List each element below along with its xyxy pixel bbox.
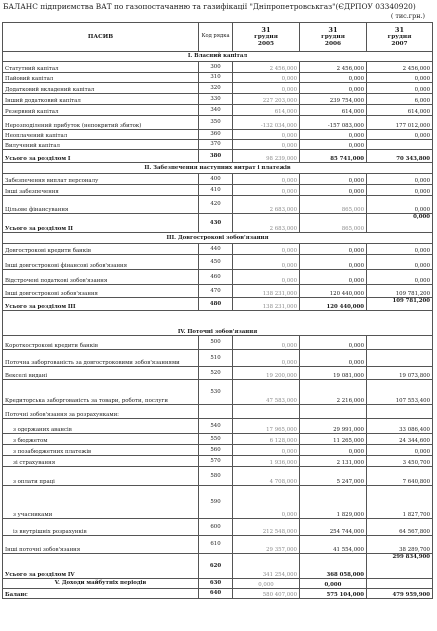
row-label: з позабюджетних платежів xyxy=(3,445,199,456)
value-2006: 0,000 xyxy=(300,579,367,589)
table-row xyxy=(3,456,433,467)
row-label: з одержаних авансів xyxy=(3,419,199,434)
value-2005: 227 203,000 xyxy=(233,94,300,105)
table-row xyxy=(3,536,433,554)
value-2006: 0,000 xyxy=(300,130,367,140)
row-label: зі страхування xyxy=(3,456,199,467)
row-label: Поточні зобов'язання за розрахунками: xyxy=(3,405,199,419)
value-2007: 0,000 xyxy=(367,174,433,185)
table-row xyxy=(3,405,433,419)
row-label: Баланс xyxy=(3,589,199,599)
section-row xyxy=(3,311,433,336)
value-2007: 107 553,400 xyxy=(367,380,433,405)
table-row xyxy=(3,244,433,255)
row-label: Статутний капітал xyxy=(3,62,199,73)
row-label: з учасниками xyxy=(3,486,199,519)
value-2005: 2 683,000 xyxy=(233,196,300,214)
row-code: 470 xyxy=(199,285,233,298)
value-2006: 0,000 xyxy=(300,255,367,270)
section-row xyxy=(3,52,433,62)
value-2007: 6,000 xyxy=(367,94,433,105)
value-2006: 19 081,000 xyxy=(300,367,367,380)
value-2005: 0,000 xyxy=(233,244,300,255)
value-2007: 38 289,700 xyxy=(367,536,433,554)
value-2006: 239 754,000 xyxy=(300,94,367,105)
value-2006: 0,000 xyxy=(300,445,367,456)
value-2005: 47 583,000 xyxy=(233,380,300,405)
row-code: 580 xyxy=(199,467,233,486)
value-2006: 85 741,000 xyxy=(300,150,367,163)
row-code: 510 xyxy=(199,350,233,367)
row-label: Короткострокові кредити банків xyxy=(3,336,199,350)
value-2005: 0,000 xyxy=(233,73,300,83)
value-2007: 64 567,800 xyxy=(367,519,433,536)
value-2007 xyxy=(367,405,433,419)
value-2005: 2 683,000 xyxy=(233,214,300,233)
row-label: Інші довгострокові фінансові зобов'язання xyxy=(3,255,199,270)
value-2007: 0,000 xyxy=(367,270,433,285)
subtotal-row xyxy=(3,298,433,311)
row-code: 610 xyxy=(199,536,233,554)
row-code: 530 xyxy=(199,380,233,405)
row-label: Усього за розділом IV xyxy=(3,554,199,579)
row-code: 620 xyxy=(199,554,233,579)
unit-label: ( тис.грн.) xyxy=(390,12,425,20)
value-2006: 2 216,000 xyxy=(300,380,367,405)
row-code: 310 xyxy=(199,73,233,83)
value-2007: 1 827,700 xyxy=(367,486,433,519)
row-label: Інші забезпечення xyxy=(3,185,199,196)
row-label: Вилучений капітал xyxy=(3,140,199,150)
row-label: Інші довгострокові зобов'язання xyxy=(3,285,199,298)
table-row xyxy=(3,270,433,285)
value-2006: 865,000 xyxy=(300,196,367,214)
value-2007: 0,000 xyxy=(367,214,433,233)
table-row xyxy=(3,140,433,150)
table-row xyxy=(3,367,433,380)
document-title: БАЛАНС підприємства ВАТ по газопостачанню та газифікації "Дніпропетровськгаз"(ЄДРПОУ 03340920) xyxy=(3,2,416,11)
value-2005: 138 231,000 xyxy=(233,285,300,298)
value-2007: 70 343,800 xyxy=(367,150,433,163)
row-label: Резервний капітал xyxy=(3,105,199,116)
value-2006: 29 991,000 xyxy=(300,419,367,434)
value-2005: 614,000 xyxy=(233,105,300,116)
value-2006: 0,000 xyxy=(300,185,367,196)
value-2007: 2 456,000 xyxy=(367,62,433,73)
value-2005: 4 708,000 xyxy=(233,467,300,486)
row-label: Забезпечення виплат персоналу xyxy=(3,174,199,185)
row-code: 420 xyxy=(199,196,233,214)
value-2005: 6 128,000 xyxy=(233,434,300,445)
value-2007: 109 781,200 xyxy=(367,298,433,311)
value-2005: 2 456,000 xyxy=(233,62,300,73)
header-2005: 31 грудня 2005 xyxy=(233,23,300,52)
section-title: ІІІ. Довгострокові зобов'язання xyxy=(3,233,433,244)
value-2005: 341 254,000 xyxy=(233,554,300,579)
table-row xyxy=(3,116,433,130)
value-2006: 120 440,000 xyxy=(300,298,367,311)
value-2007: 24 344,600 xyxy=(367,434,433,445)
value-2007 xyxy=(367,140,433,150)
section-title: І. Власний капітал xyxy=(3,52,433,62)
row-code: 440 xyxy=(199,244,233,255)
row-label: V. Доходи майбутніх періодів xyxy=(3,579,199,589)
section-title: ІІ. Забезпечення наступних витрат і платежів xyxy=(3,163,433,174)
value-2007: 0,000 xyxy=(367,445,433,456)
value-2007: 3 450,700 xyxy=(367,456,433,467)
row-label: Інший додатковий капітал xyxy=(3,94,199,105)
value-2006: 11 265,000 xyxy=(300,434,367,445)
value-2005: 580 407,000 xyxy=(233,589,300,599)
value-2005: 0,000 xyxy=(233,350,300,367)
header-2007: 31 грудня 2007 xyxy=(367,23,433,52)
value-2005: 0,000 xyxy=(233,130,300,140)
value-2006: 120 440,000 xyxy=(300,285,367,298)
value-2007: 19 073,800 xyxy=(367,367,433,380)
row-code: 600 xyxy=(199,519,233,536)
value-2005: 98 239,000 xyxy=(233,150,300,163)
row-label: Усього за розділом І xyxy=(3,150,199,163)
table-row xyxy=(3,94,433,105)
row-code: 430 xyxy=(199,214,233,233)
row-label: Інші поточні зобов'язання xyxy=(3,536,199,554)
value-2006: 0,000 xyxy=(300,140,367,150)
table-row xyxy=(3,350,433,367)
value-2005: -132 034,000 xyxy=(233,116,300,130)
value-2007 xyxy=(367,336,433,350)
row-code: 360 xyxy=(199,130,233,140)
row-code: 480 xyxy=(199,298,233,311)
header-2006: 31 грудня 2006 xyxy=(300,23,367,52)
row-code: 590 xyxy=(199,486,233,519)
row-label: Усього за розділом ІІ xyxy=(3,214,199,233)
value-2006: 41 554,000 xyxy=(300,536,367,554)
row-label: Неоплачений капітал xyxy=(3,130,199,140)
row-label: з бюджетом xyxy=(3,434,199,445)
row-code: 570 xyxy=(199,456,233,467)
row-label: Нерозподілений прибуток (непокритий збиток) xyxy=(3,116,199,130)
value-2005: 0,000 xyxy=(233,445,300,456)
value-2006: 0,000 xyxy=(300,244,367,255)
row-code: 340 xyxy=(199,105,233,116)
table-row xyxy=(3,62,433,73)
table-row xyxy=(3,83,433,94)
row-code: 300 xyxy=(199,62,233,73)
value-2006: 0,000 xyxy=(300,336,367,350)
balance-total-row xyxy=(3,589,433,599)
value-2006: 0,000 xyxy=(300,174,367,185)
row-label: Цільове фінансування xyxy=(3,196,199,214)
subtotal-row xyxy=(3,150,433,163)
value-2006: -157 083,000 xyxy=(300,116,367,130)
balance-table xyxy=(2,22,433,599)
value-2007: 0,000 xyxy=(367,196,433,214)
value-2005: 0,000 xyxy=(233,255,300,270)
table-row xyxy=(3,486,433,519)
value-2006: 0,000 xyxy=(300,73,367,83)
subtotal-row xyxy=(3,214,433,233)
row-code: 500 xyxy=(199,336,233,350)
value-2005: 0,000 xyxy=(233,83,300,94)
value-2005: 0,000 xyxy=(233,185,300,196)
value-2007: 177 012,000 xyxy=(367,116,433,130)
table-row xyxy=(3,130,433,140)
table-row xyxy=(3,174,433,185)
value-2006: 614,000 xyxy=(300,105,367,116)
value-2007: 0,000 xyxy=(367,244,433,255)
value-2007 xyxy=(367,579,433,589)
table-row xyxy=(3,467,433,486)
value-2005: 1 936,000 xyxy=(233,456,300,467)
value-2006: 2 131,000 xyxy=(300,456,367,467)
table-row xyxy=(3,336,433,350)
value-2005: 138 231,000 xyxy=(233,298,300,311)
value-2007: 0,000 xyxy=(367,73,433,83)
value-2007: 299 834,900 xyxy=(367,554,433,579)
row-code: 460 xyxy=(199,270,233,285)
value-2005: 0,000 xyxy=(233,579,300,589)
table-row xyxy=(3,105,433,116)
value-2005: 17 965,000 xyxy=(233,419,300,434)
row-code: 550 xyxy=(199,434,233,445)
row-code: 410 xyxy=(199,185,233,196)
value-2006: 0,000 xyxy=(300,83,367,94)
value-2007: 33 086,400 xyxy=(367,419,433,434)
row-label: Поточна заборгованість за довгостроковими зобов'язаннями xyxy=(3,350,199,367)
table-row xyxy=(3,185,433,196)
row-label: Відстрочені податкові зобов'язання xyxy=(3,270,199,285)
table-row xyxy=(3,380,433,405)
section-row xyxy=(3,579,433,589)
row-code: 540 xyxy=(199,419,233,434)
value-2006: 368 058,000 xyxy=(300,554,367,579)
row-code: 350 xyxy=(199,116,233,130)
row-label: Усього за розділом ІІІ xyxy=(3,298,199,311)
row-label: Довгострокові кредити банків xyxy=(3,244,199,255)
table-row xyxy=(3,519,433,536)
row-code: 330 xyxy=(199,94,233,105)
value-2005 xyxy=(233,405,300,419)
value-2007: 614,000 xyxy=(367,105,433,116)
value-2005: 0,000 xyxy=(233,336,300,350)
value-2007: 479 959,900 xyxy=(367,589,433,599)
value-2005: 29 357,000 xyxy=(233,536,300,554)
table-row xyxy=(3,445,433,456)
table-row xyxy=(3,73,433,83)
value-2005: 212 548,000 xyxy=(233,519,300,536)
row-code: 380 xyxy=(199,150,233,163)
value-2007 xyxy=(367,350,433,367)
row-code: 560 xyxy=(199,445,233,456)
row-label: Додатковий вкладений капітал xyxy=(3,83,199,94)
row-label: із внутрішніх розрахунків xyxy=(3,519,199,536)
table-row xyxy=(3,255,433,270)
section-title: IV. Поточні зобов'язання xyxy=(3,311,433,336)
value-2006: 0,000 xyxy=(300,270,367,285)
header-pasyv: ПАСИВ xyxy=(3,23,199,52)
value-2005: 19 200,000 xyxy=(233,367,300,380)
value-2005: 0,000 xyxy=(233,270,300,285)
table-row xyxy=(3,285,433,298)
table-row xyxy=(3,419,433,434)
value-2006: 5 247,000 xyxy=(300,467,367,486)
value-2006: 2 456,000 xyxy=(300,62,367,73)
value-2007: 0,000 xyxy=(367,255,433,270)
row-code: 320 xyxy=(199,83,233,94)
value-2007: 0,000 xyxy=(367,83,433,94)
table-row xyxy=(3,434,433,445)
header-code: Код рядка xyxy=(199,23,233,52)
value-2007: 109 781,200 xyxy=(367,285,433,298)
value-2006: 575 104,000 xyxy=(300,589,367,599)
value-2005: 0,000 xyxy=(233,174,300,185)
row-label: Кредиторська заборгованість за товари, роботи, послуги xyxy=(3,380,199,405)
value-2006: 865,000 xyxy=(300,214,367,233)
section-row xyxy=(3,233,433,244)
row-code: 450 xyxy=(199,255,233,270)
subtotal-row xyxy=(3,554,433,579)
value-2007: 7 640,800 xyxy=(367,467,433,486)
row-code: 630 xyxy=(199,579,233,589)
value-2006: 0,000 xyxy=(300,350,367,367)
row-label: з оплати праці xyxy=(3,467,199,486)
value-2007: 0,000 xyxy=(367,130,433,140)
row-label: Векселі видані xyxy=(3,367,199,380)
row-code: 370 xyxy=(199,140,233,150)
value-2005: 0,000 xyxy=(233,486,300,519)
row-code xyxy=(199,405,233,419)
row-code: 640 xyxy=(199,589,233,599)
value-2006 xyxy=(300,405,367,419)
value-2006: 254 744,000 xyxy=(300,519,367,536)
row-label: Пайовий капітал xyxy=(3,73,199,83)
row-code: 520 xyxy=(199,367,233,380)
row-code: 400 xyxy=(199,174,233,185)
value-2005: 0,000 xyxy=(233,140,300,150)
section-row xyxy=(3,163,433,174)
value-2007: 0,000 xyxy=(367,185,433,196)
value-2006: 1 829,000 xyxy=(300,486,367,519)
table-row xyxy=(3,196,433,214)
